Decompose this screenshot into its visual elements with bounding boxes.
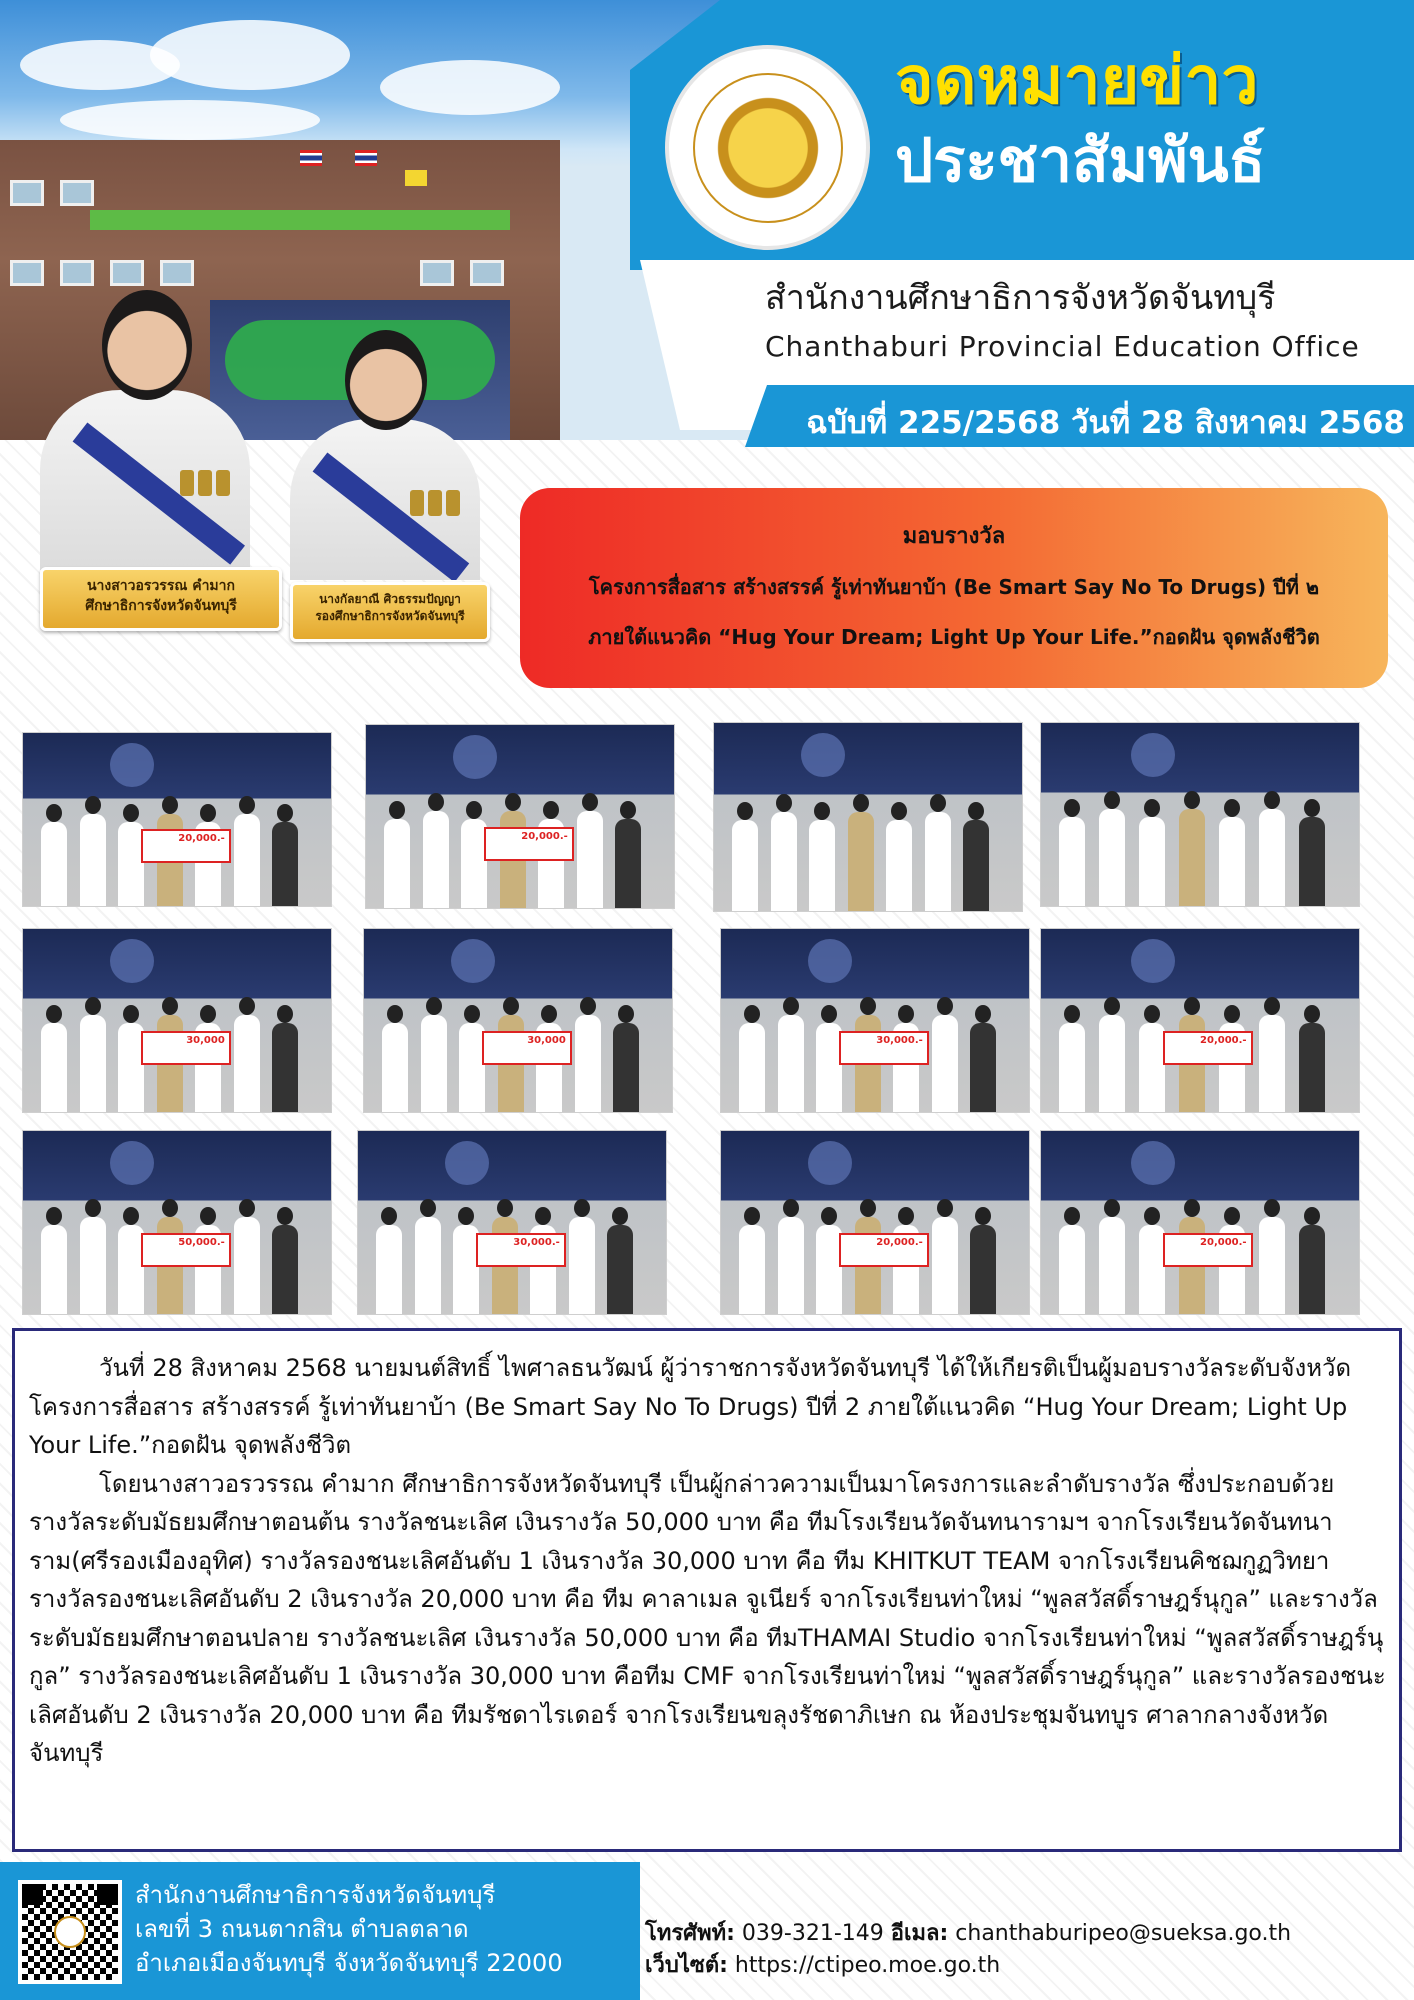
backdrop-emblem-icon <box>1131 1141 1175 1185</box>
award-headline-box <box>520 488 1388 688</box>
event-photo <box>720 1130 1030 1315</box>
person-figure <box>932 1015 958 1112</box>
person-figure <box>272 822 298 906</box>
person-figure <box>234 814 260 906</box>
person-figure <box>384 819 410 908</box>
newsletter-title: จดหมายข่าว <box>895 42 1259 119</box>
person-figure <box>80 1015 106 1112</box>
person-figure <box>1299 817 1325 906</box>
person-figure <box>272 1225 298 1314</box>
prize-check-board: 20,000.- <box>1163 1233 1253 1267</box>
event-photo <box>22 1130 332 1315</box>
person-figure <box>732 820 758 911</box>
backdrop-emblem-icon <box>451 939 495 983</box>
education-office-logo <box>665 45 870 250</box>
official-position: ศึกษาธิการจังหวัดจันทบุรี <box>85 598 237 615</box>
person-figure <box>577 811 603 908</box>
issue-number-date: ฉบับที่ 225/2568 วันที่ 28 สิงหาคม 2568 <box>806 405 1405 441</box>
article-paragraph-2: โดยนางสาวอรวรรณ คำมาก ศึกษาธิการจังหวัดจันทบุรี เป็นผู้กล่าวความเป็นมาโครงการและลำดับรางวัล ซึ่งประกอบด้วย รางวัลระดับมัธยมศึกษาตอนต้น รางวัลชนะเลิศ เงินรางวัล 50,000 บาท คือ ทีมโรงเรียนวัดจันทนารามฯ จากโรงเรียนวัดจันทนาราม(ศรีรองเมืองอุทิศ) รางวัลรองชนะเลิศอันดับ 1 เงินรางวัล 30,000 บาท คือ ทีม KHITKUT TEAM จากโรงเรียนคิชฌกูฏวิทยา รางวัลรองชนะเลิศอันดับ 2 เงินรางวัล 20,000 บาท คือ ทีม คาลาเมล จูเนียร์ จากโรงเรียนท่าใหม่ “พูลสวัสดิ์ราษฎร์นุกูล” และรางวัลระดับมัธยมศึกษาตอนปลาย รางวัลชนะเลิศ เงินรางวัล 50,000 บาท คือ ทีมTHAMAI Studio จากโรงเรียนท่าใหม่ “พูลสวัสดิ์ราษฎร์นุกูล” รางวัลรองชนะเลิศอันดับ 1 เงินรางวัล 30,000 บาท คือทีม CMF จากโรงเรียนท่าใหม่ “พูลสวัสดิ์ราษฎร์นุกูล” และรางวัลรองชนะเลิศอันดับ 2 เงินรางวัล 20,000 บาท คือ ทีมรัชดาไรเดอร์ จากโรงเรียนขลุงรัชดาภิเษก ณ ห้องประชุมจันทบูร ศาลากลางจังหวัดจันทบุรี <box>29 1469 1386 1767</box>
person-figure <box>886 820 912 911</box>
person-figure <box>1299 1225 1325 1314</box>
prize-check-board: 50,000.- <box>141 1233 231 1267</box>
prize-check-board: 20,000.- <box>839 1233 929 1267</box>
award-heading: มอบรางวัล <box>902 524 1006 549</box>
backdrop-emblem-icon <box>808 1141 852 1185</box>
person-figure <box>376 1225 402 1314</box>
newsletter-subtitle: ประชาสัมพันธ์ <box>895 126 1266 196</box>
person-figure <box>1099 1015 1125 1112</box>
news-article <box>12 1328 1402 1852</box>
award-project-name: โครงการสื่อสาร สร้างสรรค์ รู้เท่าทันยาบ้า (Be Smart Say No To Drugs) ปีที่ ๒ <box>588 575 1320 599</box>
official-photo-2 <box>290 320 480 580</box>
phone-label: โทรศัพท์: <box>645 1921 735 1946</box>
person-figure <box>963 820 989 911</box>
email-label: อีเมล: <box>890 1921 949 1946</box>
office-name-thai: สำนักงานศึกษาธิการจังหวัดจันทบุรี <box>765 278 1276 318</box>
person-figure <box>1139 1023 1165 1112</box>
event-photo <box>365 724 675 909</box>
official-name-tag-2 <box>290 582 490 642</box>
prize-check-board: 20,000.- <box>141 829 231 863</box>
website-link[interactable]: https://ctipeo.moe.go.th <box>734 1953 1001 1978</box>
person-figure <box>41 1225 67 1314</box>
person-figure <box>771 812 797 911</box>
person-figure <box>575 1015 601 1112</box>
official-name: นางสาวอรวรรณ คำมาก <box>86 578 236 594</box>
person-figure <box>234 1015 260 1112</box>
backdrop-emblem-icon <box>445 1141 489 1185</box>
person-figure <box>739 1023 765 1112</box>
person-figure <box>423 811 449 908</box>
person-figure <box>1259 809 1285 906</box>
person-figure <box>1099 1217 1125 1314</box>
person-figure <box>234 1217 260 1314</box>
person-figure <box>848 812 874 911</box>
person-figure <box>1059 1023 1085 1112</box>
footer-contact <box>645 1918 1405 1982</box>
office-name-english: Chanthaburi Provincial Education Office <box>765 330 1360 363</box>
backdrop-emblem-icon <box>110 743 154 787</box>
backdrop-emblem-icon <box>110 939 154 983</box>
person-figure <box>1059 817 1085 906</box>
event-photo <box>22 928 332 1113</box>
event-photo <box>357 1130 667 1315</box>
person-figure <box>1179 809 1205 906</box>
backdrop-emblem-icon <box>1131 939 1175 983</box>
person-figure <box>778 1217 804 1314</box>
person-figure <box>1059 1225 1085 1314</box>
backdrop-emblem-icon <box>110 1141 154 1185</box>
person-figure <box>41 822 67 906</box>
event-photo <box>363 928 673 1113</box>
website-label: เว็บไซต์: <box>645 1953 728 1978</box>
event-photo <box>720 928 1030 1113</box>
person-figure <box>41 1023 67 1112</box>
prize-check-board: 30,000.- <box>476 1233 566 1267</box>
person-figure <box>970 1023 996 1112</box>
prize-check-board: 30,000.- <box>839 1031 929 1065</box>
phone-number[interactable]: 039-321-149 <box>741 1921 884 1946</box>
person-figure <box>970 1225 996 1314</box>
prize-check-board: 30,000 <box>141 1031 231 1065</box>
event-photo <box>1040 1130 1360 1315</box>
backdrop-emblem-icon <box>1131 733 1175 777</box>
address-district: อำเภอเมืองจันทบุรี จังหวัดจันทบุรี 22000 <box>135 1949 563 1977</box>
address-street: เลขที่ 3 ถนนตากสิน ตำบลตลาด <box>135 1915 469 1943</box>
emblem-icon <box>693 73 843 223</box>
event-photo <box>1040 722 1360 907</box>
event-photo <box>713 722 1023 912</box>
person-figure <box>932 1217 958 1314</box>
person-figure <box>1299 1023 1325 1112</box>
person-figure <box>778 1015 804 1112</box>
person-figure <box>615 819 641 908</box>
person-figure <box>272 1023 298 1112</box>
prize-check-board: 30,000 <box>482 1031 572 1065</box>
official-photo-1 <box>40 280 250 570</box>
person-figure <box>80 814 106 906</box>
person-figure <box>569 1217 595 1314</box>
backdrop-emblem-icon <box>453 735 497 779</box>
person-figure <box>1259 1015 1285 1112</box>
person-figure <box>925 812 951 911</box>
qr-logo-icon <box>54 1916 86 1948</box>
prize-check-board: 20,000.- <box>484 827 574 861</box>
person-figure <box>1219 817 1245 906</box>
address-office: สำนักงานศึกษาธิการจังหวัดจันทบุรี <box>135 1881 496 1909</box>
backdrop-emblem-icon <box>808 939 852 983</box>
email-address[interactable]: chanthaburipeo@sueksa.go.th <box>955 1921 1292 1946</box>
official-position: รองศึกษาธิการจังหวัดจันทบุรี <box>315 609 465 624</box>
person-figure <box>415 1217 441 1314</box>
backdrop-emblem-icon <box>801 733 845 777</box>
prize-check-board: 20,000.- <box>1163 1031 1253 1065</box>
award-concept: ภายใต้แนวคิด “Hug Your Dream; Light Up Your Life.”กอดฝัน จุดพลังชีวิต <box>588 625 1320 649</box>
event-photo <box>1040 928 1360 1113</box>
person-figure <box>382 1023 408 1112</box>
person-figure <box>739 1225 765 1314</box>
person-figure <box>1259 1217 1285 1314</box>
footer-address <box>135 1878 635 1980</box>
article-paragraph-1: วันที่ 28 สิงหาคม 2568 นายมนต์สิทธิ์ ไพศาลธนวัฒน์ ผู้ว่าราชการจังหวัดจันทบุรี ได้ให้เกียรติเป็นผู้มอบรางวัลระดับจังหวัด โครงการสื่อสาร สร้างสรรค์ รู้เท่าทันยาบ้า (Be Smart Say No To Drugs) ปีที่ 2 ภายใต้แนวคิด “Hug Your Dream; Light Up Your Life.”กอดฝัน จุดพลังชีวิต <box>29 1354 1352 1459</box>
event-photo <box>22 732 332 907</box>
person-figure <box>1139 817 1165 906</box>
person-figure <box>607 1225 633 1314</box>
person-figure <box>80 1217 106 1314</box>
person-figure <box>1139 1225 1165 1314</box>
person-figure <box>1099 809 1125 906</box>
person-figure <box>421 1015 447 1112</box>
person-figure <box>809 820 835 911</box>
official-name-tag-1 <box>40 567 282 631</box>
official-name: นางกัลยาณี ศิวธรรมปัญญา <box>319 592 461 606</box>
person-figure <box>613 1023 639 1112</box>
